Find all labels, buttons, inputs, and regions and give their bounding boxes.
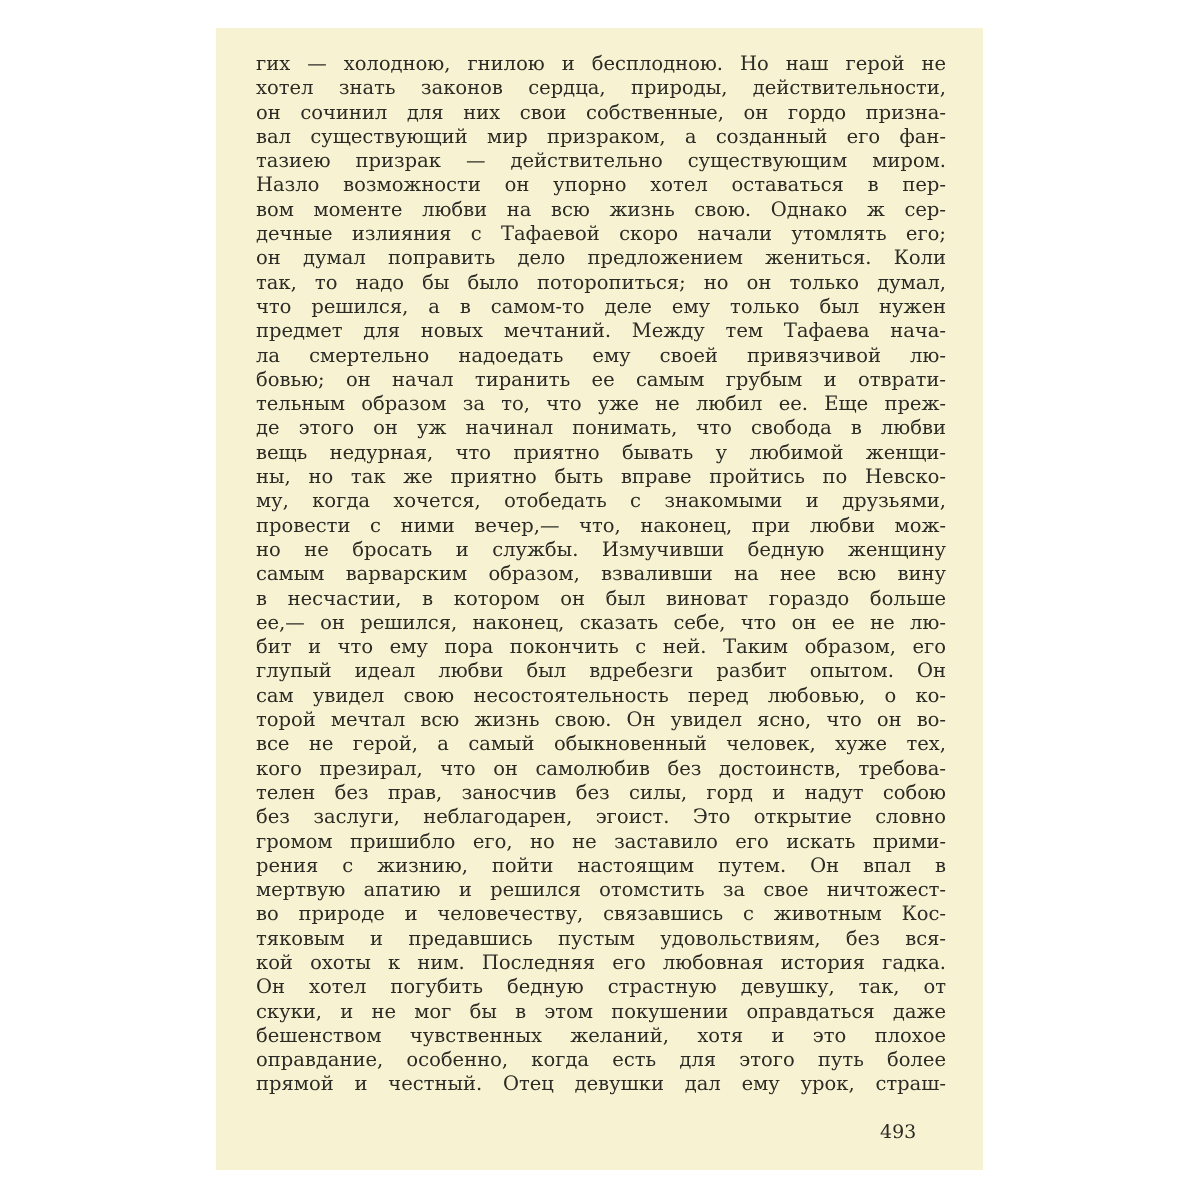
text-line: му, когда хочется, отобедать с знакомыми и друзьями,	[256, 489, 946, 513]
text-line: скуки, и не мог бы в этом покушении оправдаться даже	[256, 999, 946, 1023]
text-line: тельным образом за то, что уже не любил ее. Еще преж-	[256, 392, 946, 416]
text-line: в несчастии, в котором он был виноват гораздо больше	[256, 586, 946, 610]
text-line: ее,— он решился, наконец, сказать себе, что он ее не лю-	[256, 610, 946, 634]
book-page	[216, 28, 983, 1170]
text-line: ны, но так же приятно быть вправе пройтись по Невско-	[256, 465, 946, 489]
text-line: он сочинил для них свои собственные, он гордо призна-	[256, 100, 946, 124]
text-line: что решился, а в самом-то деле ему только был нужен	[256, 294, 946, 318]
text-line: все не герой, а самый обыкновенный человек, хуже тех,	[256, 732, 946, 756]
text-line: вал существующий мир призраком, а созданный его фан-	[256, 124, 946, 148]
text-line: во природе и человечеству, связавшись с животным Кос-	[256, 902, 946, 926]
page-number: 493	[880, 1121, 917, 1143]
text-line: гих — холодною, гнилою и бесплодною. Но наш герой не	[256, 52, 946, 75]
text-line: так, то надо бы было поторопиться; но он только думал,	[256, 270, 946, 294]
text-line: бовью; он начал тиранить ее самым грубым и отврати-	[256, 367, 946, 391]
text-line: мертвую апатию и решился отомстить за свое ничтожест-	[256, 878, 946, 902]
text-line: но не бросать и службы. Измучивши бедную женщину	[256, 537, 946, 561]
text-line: бит и что ему пора покончить с ней. Таким образом, его	[256, 635, 946, 659]
text-line: рения с жизнию, пойти настоящим путем. Он впал в	[256, 853, 946, 877]
text-line: вещь недурная, что приятно бывать у любимой женщи-	[256, 440, 946, 464]
body-text	[256, 52, 946, 1097]
text-line: он думал поправить дело предложением жениться. Коли	[256, 246, 946, 270]
text-line: прямой и честный. Отец девушки дал ему урок, страш-	[256, 1072, 946, 1096]
text-line: оправдание, особенно, когда есть для этого путь более	[256, 1048, 946, 1072]
text-line: самым варварским образом, взваливши на нее всю вину	[256, 562, 946, 586]
text-line: Он хотел погубить бедную страстную девушку, так, от	[256, 975, 946, 999]
text-line: дечные излияния с Тафаевой скоро начали утомлять его;	[256, 222, 946, 246]
text-line: де этого он уж начинал понимать, что свобода в любви	[256, 416, 946, 440]
text-line: глупый идеал любви был вдребезги разбит опытом. Он	[256, 659, 946, 683]
text-line: провести с ними вечер,— что, наконец, при любви мож-	[256, 513, 946, 537]
text-line: Назло возможности он упорно хотел оставаться в пер-	[256, 173, 946, 197]
text-line: без заслуги, неблагодарен, эгоист. Это открытие словно	[256, 805, 946, 829]
text-line: торой мечтал всю жизнь свою. Он увидел ясно, что он во-	[256, 708, 946, 732]
text-line: бешенством чувственных желаний, хотя и это плохое	[256, 1023, 946, 1047]
text-line: вом моменте любви на всю жизнь свою. Однако ж сер-	[256, 197, 946, 221]
text-line: тазиею призрак — действительно существующим миром.	[256, 149, 946, 173]
text-line: кого презирал, что он самолюбив без достоинств, требова-	[256, 756, 946, 780]
text-line: тяковым и предавшись пустым удовольствиям, без вся-	[256, 926, 946, 950]
text-line: хотел знать законов сердца, природы, действительности,	[256, 76, 946, 100]
text-line: громом пришибло его, но не заставило его искать прими-	[256, 829, 946, 853]
text-line: телен без прав, заносчив без силы, горд и надут собою	[256, 780, 946, 804]
text-line: кой охоты к ним. Последняя его любовная история гадка.	[256, 950, 946, 974]
text-line: ла смертельно надоедать ему своей привязчивой лю-	[256, 343, 946, 367]
text-line: сам увидел свою несостоятельность перед любовью, о ко-	[256, 683, 946, 707]
text-line: предмет для новых мечтаний. Между тем Тафаева нача-	[256, 319, 946, 343]
